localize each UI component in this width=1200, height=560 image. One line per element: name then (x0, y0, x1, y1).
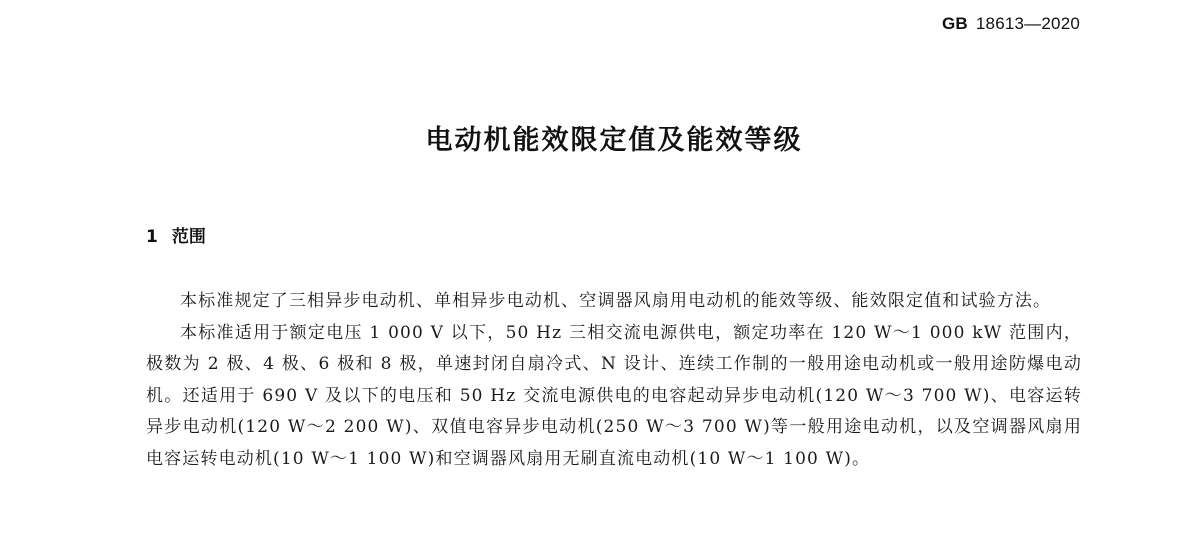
section-body (146, 286, 1082, 475)
section-heading (146, 222, 206, 247)
standard-number: 18613—2020 (975, 14, 1080, 33)
section-title: 范围 (171, 227, 206, 247)
paragraph-scope-applicability: 本标准适用于额定电压 1 000 V 以下，50 Hz 三相交流电源供电，额定功率在 120 W～1 000 kW 范围内，极数为 2 极、4 极、6 极和 8 极，单速封闭自扇冷式、N 设计、连续工作制的一般用途电动机或一般用途防爆电动机。还适用于 690 V 及以下的电压和 50 Hz 交流电源供电的电容起动异步电动机(120 W～3 700 W)、电容运转异步电动机(120 W～2 200 W)、双值电容异步电动机(250 W～3 700 W)等一般用途电动机，以及空调器风扇用电容运转电动机(10 W～1 100 W)和空调器风扇用无刷直流电动机(10 W～1 100 W)。 (146, 322, 1082, 469)
standard-code (942, 14, 1080, 34)
standard-prefix: GB (942, 14, 968, 33)
section-number: 1 (146, 227, 158, 247)
document-title: 电动机能效限定值及能效等级 (425, 125, 803, 156)
paragraph-scope-definition: 本标准规定了三相异步电动机、单相异步电动机、空调器风扇用电动机的能效等级、能效限定值和试验方法。 (180, 291, 1052, 311)
